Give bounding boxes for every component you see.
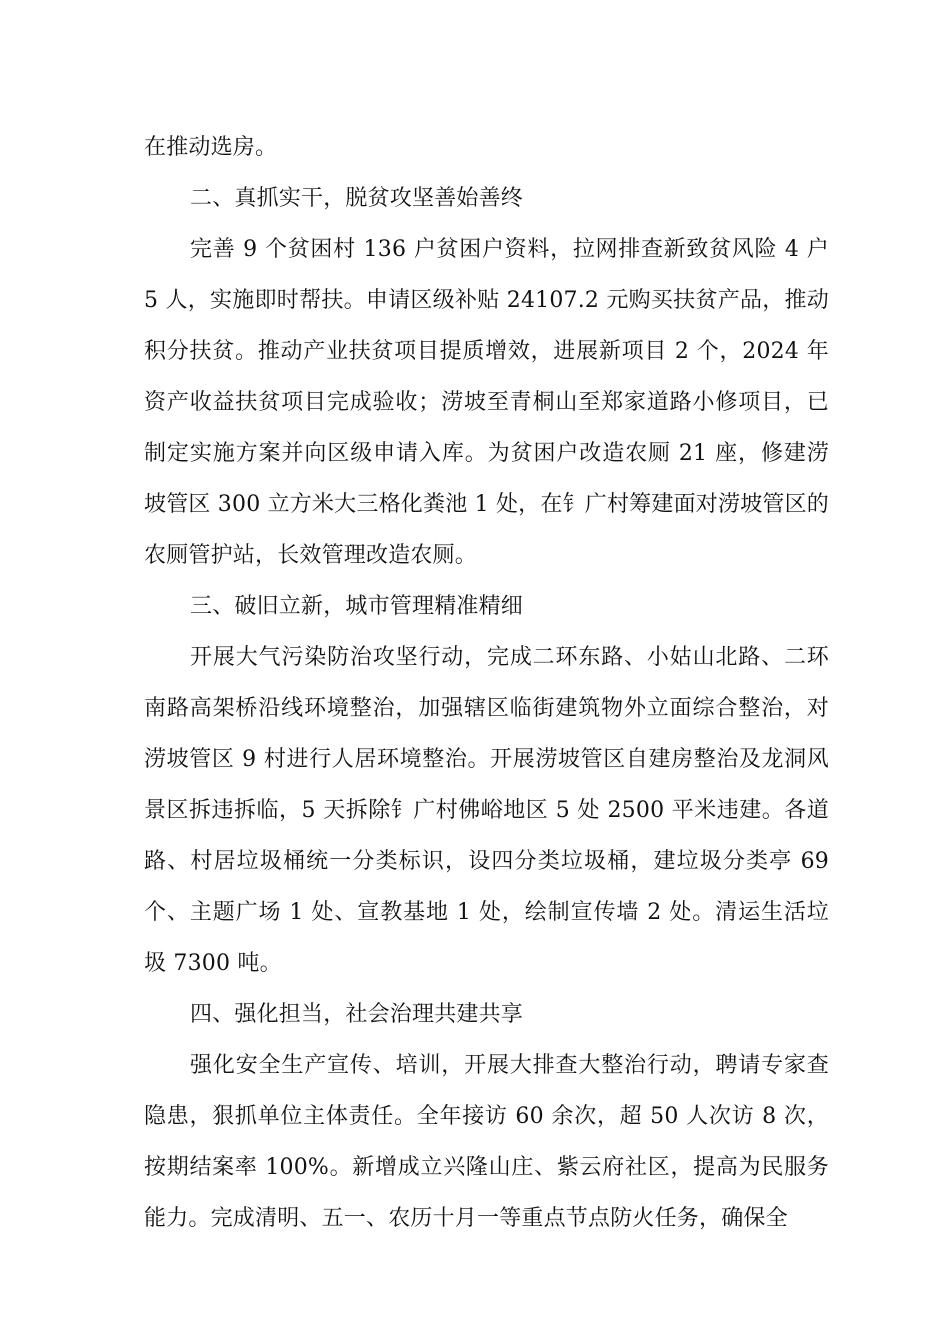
- section-body-2: 完善 9 个贫困村 136 户贫困户资料，拉网排查新致贫风险 4 户 5 人，实施即时帮扶。申请区级补贴 24107.2 元购买扶贫产品，推动积分扶贫。推动产业扶贫项目提质增效，进展新项目 2 个，2024 年资产收益扶贫项目完成验收；涝坡至青桐山至郑家道路小修项目，已制定实施方案并向区级申请入库。为贫困户改造农厕 21 座，修建涝坡管区 300 立方米大三格化粪池 1 处，在钅广村筹建面对涝坡管区的农厕管护站，长效管理改造农厕。: [144, 237, 829, 568]
- document-body: [144, 122, 829, 1244]
- section-body-4: 强化安全生产宣传、培训，开展大排查大整治行动，聘请专家查隐患，狠抓单位主体责任。全年接访 60 余次，超 50 人次访 8 次，按期结案率 100%。新增成立兴隆山庄、紫云府社区，提高为民服务能力。完成清明、五一、农历十月一等重点节点防火任务，确保全: [144, 1053, 829, 1231]
- section-heading-4: 四、强化担当，社会治理共建共享: [190, 1002, 524, 1027]
- paragraph-continuation: 在推动选房。: [144, 135, 278, 160]
- section-heading-3: 三、破旧立新，城市管理精准精细: [190, 594, 524, 619]
- section-body-3: 开展大气污染防治攻坚行动，完成二环东路、小姑山北路、二环南路高架桥沿线环境整治，加强辖区临街建筑物外立面综合整治，对涝坡管区 9 村进行人居环境整治。开展涝坡管区自建房整治及龙洞风景区拆违拆临，5 天拆除钅广村佛峪地区 5 处 2500 平米违建。各道路、村居垃圾桶统一分类标识，设四分类垃圾桶，建垃圾分类亭 69 个、主题广场 1 处、宣教基地 1 处，绘制宣传墙 2 处。清运生活垃圾 7300 吨。: [144, 645, 829, 976]
- section-heading-2: 二、真抓实干，脱贫攻坚善始善终: [190, 186, 524, 211]
